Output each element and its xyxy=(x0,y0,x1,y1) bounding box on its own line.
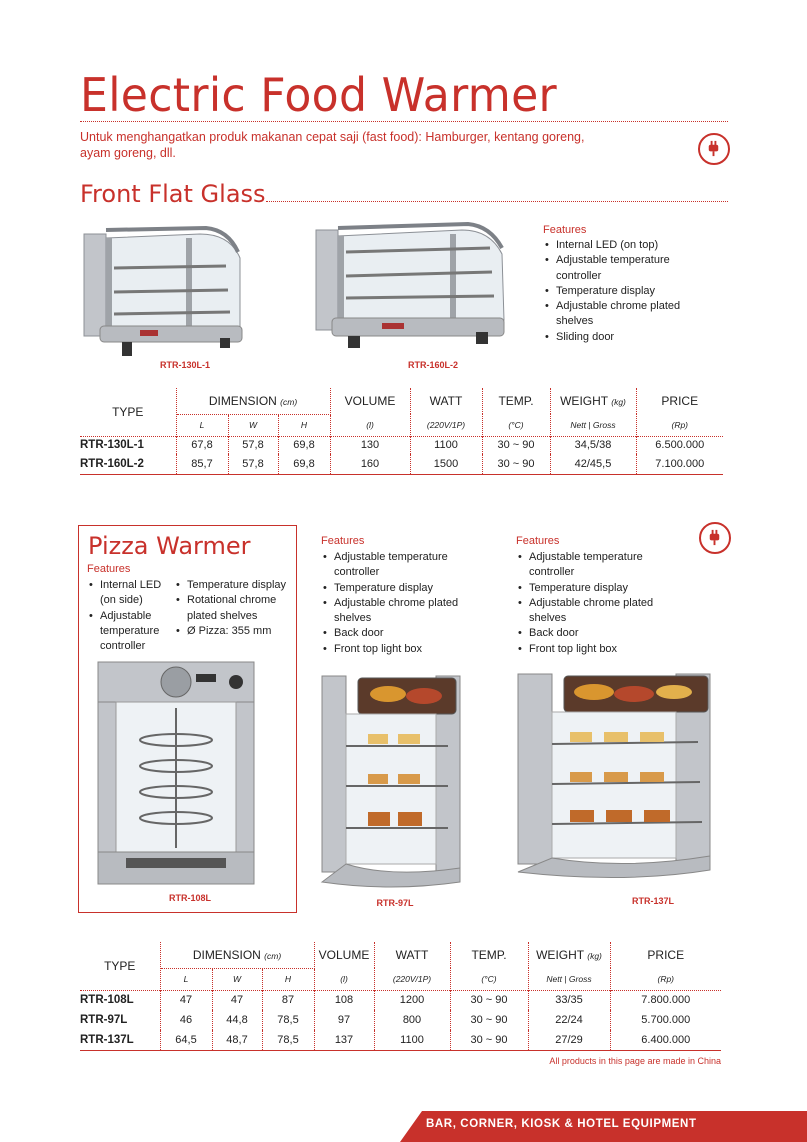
cell-w: 48,7 xyxy=(212,1030,262,1050)
electric-plug-icon xyxy=(699,522,731,554)
feature-item: • Ø Pizza: 355 mm xyxy=(174,624,292,639)
cell-price: 6.400.000 xyxy=(641,1033,691,1046)
cell-l: 85,7 xyxy=(176,454,228,474)
footer-category-label: BAR, CORNER, KIOSK & HOTEL EQUIPMENT xyxy=(426,1118,697,1130)
cell-temp: 30 ~ 90 xyxy=(482,454,550,474)
feature-item: • Adjustable chrome plated shelves xyxy=(543,299,718,330)
cell-volume: 108 xyxy=(314,990,374,1010)
cell-type: RTR-137L xyxy=(80,1030,160,1050)
product-image-rtr-130l-1 xyxy=(80,218,248,358)
cell-weight: 22/24 xyxy=(528,1010,610,1030)
col-header-weight: WEIGHT (kg) xyxy=(550,388,636,414)
cell-watt: 800 xyxy=(374,1010,450,1030)
feature-item: • Temperature display xyxy=(321,581,493,596)
product-image-rtr-160l-2 xyxy=(312,218,510,350)
col-header-dimension: DIMENSION (cm) xyxy=(160,942,314,968)
features-list xyxy=(87,578,173,654)
origin-footnote: All products in this page are made in China xyxy=(549,1056,721,1066)
features-heading: Features xyxy=(87,563,131,575)
cell-weight: 33/35 xyxy=(528,990,610,1010)
title-divider xyxy=(80,121,728,122)
cell-type: RTR-108L xyxy=(80,990,160,1010)
feature-item: • Back door xyxy=(321,626,493,641)
table-row xyxy=(80,436,723,454)
cell-volume: 97 xyxy=(314,1010,374,1030)
cell-price: 5.700.000 xyxy=(641,1014,691,1026)
product-image-rtr-137l xyxy=(514,670,714,882)
price-unit: (Rp) xyxy=(671,419,689,430)
cell-h: 69,8 xyxy=(278,454,330,474)
col-header-price: PRICE xyxy=(661,394,699,408)
spec-table-front-flat-glass xyxy=(80,388,723,475)
feature-item: • Adjustable chrome plated shelves xyxy=(516,596,688,627)
section-title-front-flat-glass: Front Flat Glass xyxy=(80,180,266,208)
cell-watt: 1100 xyxy=(374,1030,450,1050)
col-header-type: TYPE xyxy=(80,942,160,990)
price-unit: (Rp) xyxy=(657,973,675,984)
cell-type: RTR-97L xyxy=(80,1010,160,1030)
spec-table-pizza-warmers xyxy=(80,942,721,1051)
feature-item: • Adjustable temperature controller xyxy=(87,609,173,655)
col-header-l: L xyxy=(176,414,228,436)
cell-watt: 1100 xyxy=(410,436,482,454)
product-caption: RTR-130L-1 xyxy=(159,360,210,370)
col-header-volume: VOLUME xyxy=(330,388,410,414)
product-caption: RTR-97L xyxy=(376,898,414,908)
cell-h: 69,8 xyxy=(278,436,330,454)
col-header-type: TYPE xyxy=(80,388,176,436)
features-list xyxy=(174,578,292,639)
feature-item: • Rotational chrome plated shelves xyxy=(174,593,292,624)
feature-item: • Adjustable temperature controller xyxy=(543,253,718,284)
col-header-watt: WATT xyxy=(374,942,450,968)
col-header-temp: TEMP. xyxy=(450,942,528,968)
temp-unit: (°C) xyxy=(450,968,528,990)
cell-l: 67,8 xyxy=(176,436,228,454)
product-image-rtr-108l xyxy=(96,660,256,886)
feature-item: • Back door xyxy=(516,626,688,641)
feature-item: • Temperature display xyxy=(174,578,292,593)
weight-sub: Nett | Gross xyxy=(528,968,610,990)
cell-h: 78,5 xyxy=(262,1030,314,1050)
page-subtitle: Untuk menghangatkan produk makanan cepat saji (fast food): Hamburger, kentang goreng, ayam goreng, dll. xyxy=(80,130,585,160)
feature-item: • Sliding door xyxy=(543,330,718,345)
cell-weight: 34,5/38 xyxy=(550,436,636,454)
feature-item: • Internal LED (on top) xyxy=(543,238,718,253)
cell-temp: 30 ~ 90 xyxy=(482,436,550,454)
cell-price: 7.800.000 xyxy=(610,990,721,1010)
cell-h: 78,5 xyxy=(262,1010,314,1030)
volume-unit: (l) xyxy=(330,414,410,436)
feature-item: • Temperature display xyxy=(516,581,688,596)
feature-item: • Adjustable temperature controller xyxy=(321,550,493,581)
cell-w: 44,8 xyxy=(212,1010,262,1030)
watt-unit: (220V/1P) xyxy=(410,414,482,436)
cell-w: 57,8 xyxy=(228,436,278,454)
table-row xyxy=(80,1030,721,1050)
page-title: Electric Food Warmer xyxy=(80,68,557,122)
cell-l: 47 xyxy=(160,990,212,1010)
weight-sub: Nett | Gross xyxy=(550,414,636,436)
cell-type: RTR-160L-2 xyxy=(80,454,176,474)
feature-item: • Front top light box xyxy=(321,642,493,657)
col-header-h: H xyxy=(262,968,314,990)
cell-volume: 160 xyxy=(330,454,410,474)
cell-temp: 30 ~ 90 xyxy=(450,1030,528,1050)
col-header-l: L xyxy=(160,968,212,990)
cell-l: 64,5 xyxy=(160,1030,212,1050)
table-row xyxy=(80,454,723,474)
col-header-w: W xyxy=(228,414,278,436)
feature-item: • Temperature display xyxy=(543,284,718,299)
cell-price: 6.500.000 xyxy=(636,436,723,454)
col-header-temp: TEMP. xyxy=(482,388,550,414)
col-header-watt: WATT xyxy=(410,388,482,414)
cell-w: 57,8 xyxy=(228,454,278,474)
col-header-h: H xyxy=(278,414,330,436)
col-header-weight: WEIGHT (kg) xyxy=(528,942,610,968)
feature-item: • Internal LED (on side) xyxy=(87,578,173,609)
features-heading: Features xyxy=(543,224,587,236)
cell-volume: 137 xyxy=(314,1030,374,1050)
feature-item: • Front top light box xyxy=(516,642,688,657)
col-header-price: PRICE xyxy=(647,948,685,962)
cell-temp: 30 ~ 90 xyxy=(450,990,528,1010)
col-header-dimension: DIMENSION (cm) xyxy=(176,388,330,414)
watt-unit: (220V/1P) xyxy=(374,968,450,990)
feature-item: • Adjustable chrome plated shelves xyxy=(321,596,493,627)
cell-w: 47 xyxy=(212,990,262,1010)
cell-volume: 130 xyxy=(330,436,410,454)
col-header-volume: VOLUME xyxy=(314,942,374,968)
cell-h: 87 xyxy=(262,990,314,1010)
features-heading: Features xyxy=(321,535,365,547)
product-caption: RTR-108L xyxy=(168,893,211,903)
cell-type: RTR-130L-1 xyxy=(80,436,176,454)
volume-unit: (l) xyxy=(314,968,374,990)
cell-weight: 42/45,5 xyxy=(550,454,636,474)
table-row xyxy=(80,990,721,1010)
cell-watt: 1500 xyxy=(410,454,482,474)
col-header-w: W xyxy=(212,968,262,990)
section-divider xyxy=(266,201,728,202)
cell-weight: 27/29 xyxy=(528,1030,610,1050)
temp-unit: (°C) xyxy=(482,414,550,436)
electric-plug-icon xyxy=(698,133,730,165)
cell-l: 46 xyxy=(160,1010,212,1030)
features-list xyxy=(321,550,493,657)
features-list xyxy=(516,550,688,657)
cell-watt: 1200 xyxy=(374,990,450,1010)
table-row xyxy=(80,1010,721,1030)
cell-temp: 30 ~ 90 xyxy=(450,1010,528,1030)
features-heading: Features xyxy=(516,535,560,547)
product-caption: RTR-160L-2 xyxy=(407,360,458,370)
product-image-rtr-97l xyxy=(318,672,464,892)
cell-price: 7.100.000 xyxy=(655,457,705,470)
features-list xyxy=(543,238,718,345)
feature-item: • Adjustable temperature controller xyxy=(516,550,688,581)
section-title-pizza-warmer: Pizza Warmer xyxy=(88,532,251,560)
product-caption: RTR-137L xyxy=(631,896,674,906)
